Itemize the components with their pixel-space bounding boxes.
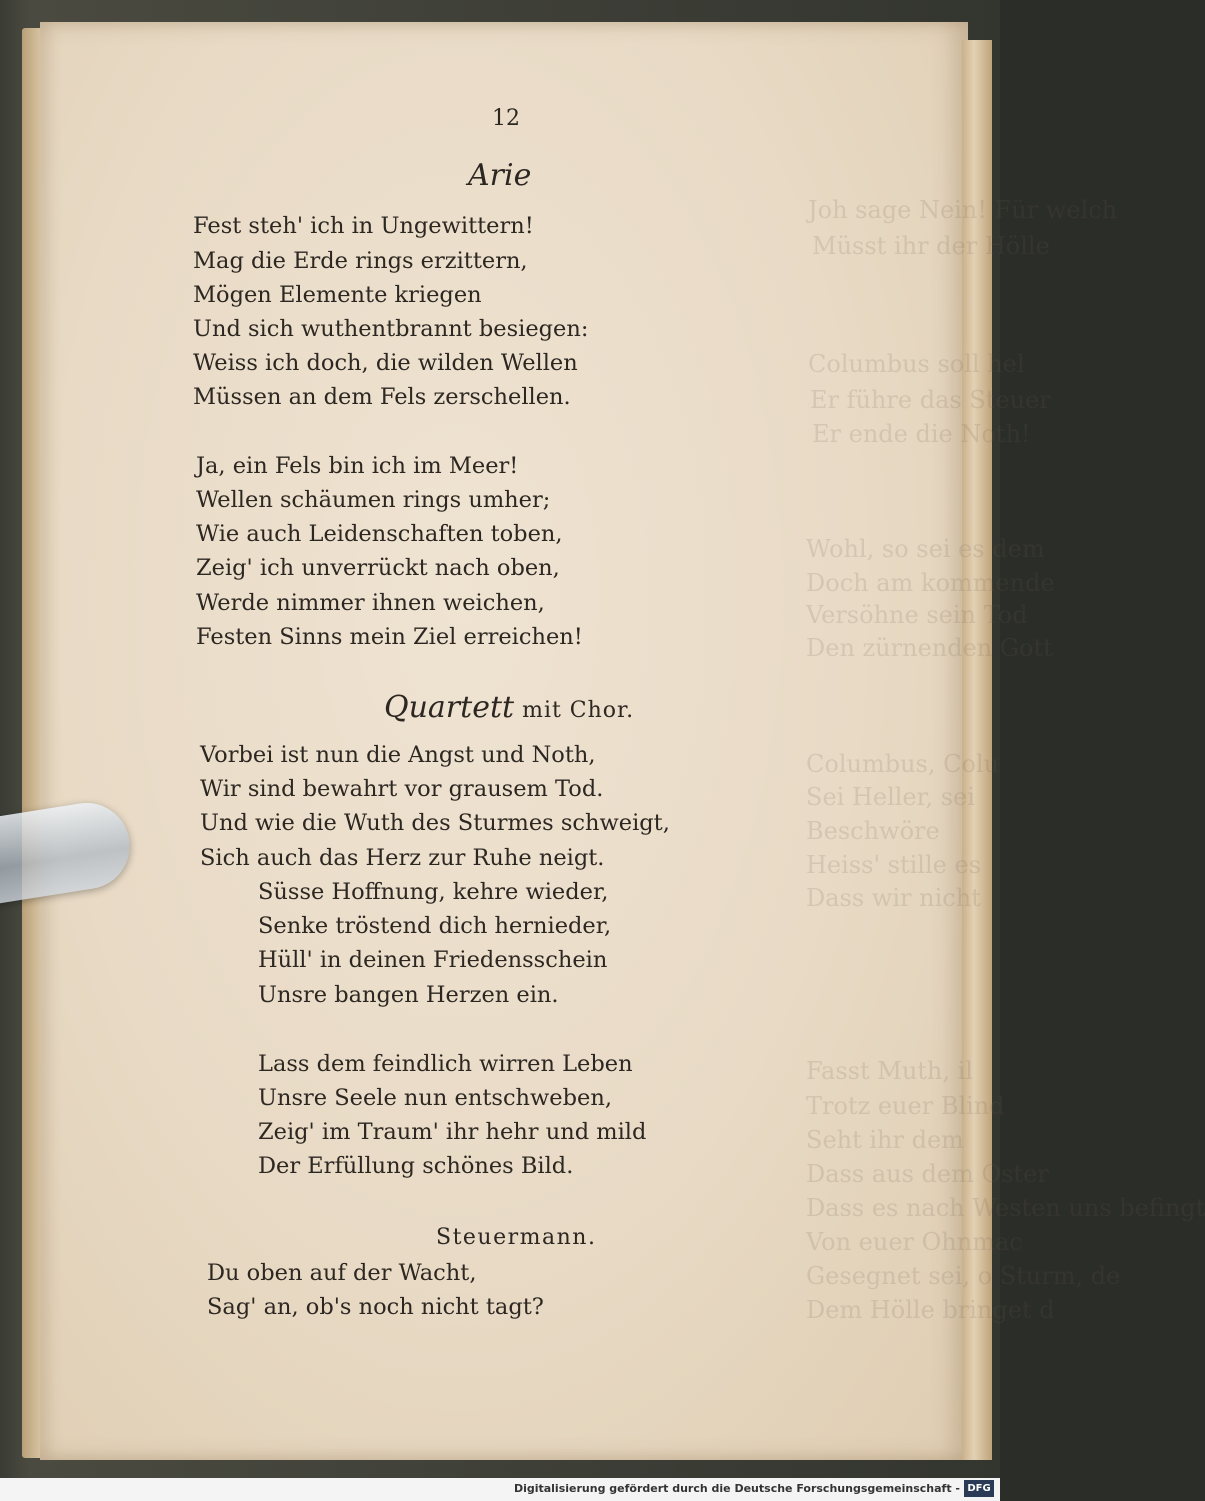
bleed-line: Er führe das Steuer (810, 386, 1051, 414)
bleed-line: Joh sage Nein! Für welch (808, 196, 1118, 224)
bleed-line: Trotz euer Blind (806, 1092, 1005, 1120)
verse-line: Und wie die Wuth des Sturmes schweigt, (200, 810, 670, 836)
bleed-line: Heiss' stille es (806, 851, 982, 879)
verse-line: Sag' an, ob's noch nicht tagt? (207, 1294, 544, 1320)
bleed-line: Dass es nach Westen uns befingt (806, 1194, 1205, 1222)
footer-credit: Digitalisierung gefördert durch die Deutsche Forschungsgemeinschaft - (513, 1482, 960, 1495)
bleed-line: Dass wir nicht (806, 884, 981, 912)
verse-line: Du oben auf der Wacht, (207, 1260, 477, 1286)
heading-quartett-rest: mit Chor. (522, 698, 635, 723)
bleed-line: Columbus soll hel (808, 350, 1025, 378)
verse-line: Hüll' in deinen Friedensschein (258, 947, 608, 973)
verse-line: Festen Sinns mein Ziel erreichen! (196, 624, 583, 650)
verse-line: Müssen an dem Fels zerschellen. (193, 384, 571, 410)
verse-line: Werde nimmer ihnen weichen, (196, 590, 545, 616)
verse-line: Wie auch Leidenschaften toben, (196, 521, 563, 547)
bleed-line: Wohl, so sei es dem (806, 535, 1045, 563)
bleed-line: Dass aus dem Oster (806, 1160, 1049, 1188)
bleed-line: Fasst Muth, il (806, 1057, 973, 1085)
section-heading-arie: Arie (468, 158, 532, 193)
verse-line: Senke tröstend dich hernieder, (258, 913, 612, 939)
verse-line: Wir sind bewahrt vor grausem Tod. (200, 776, 604, 802)
verse-line: Zeig' ich unverrückt nach oben, (196, 555, 560, 581)
verse-line: Vorbei ist nun die Angst und Noth, (200, 742, 596, 768)
verse-line: Fest steh' ich in Ungewittern! (193, 213, 534, 239)
bleed-line: Müsst ihr der Hölle (812, 232, 1050, 260)
verse-line: Weiss ich doch, die wilden Wellen (193, 350, 578, 376)
bleed-line: Sei Heller, sei (806, 783, 975, 811)
bleed-line: Dem Hölle bringet d (806, 1296, 1055, 1324)
verse-line: Zeig' im Traum' ihr hehr und mild (258, 1119, 647, 1145)
verse-line: Der Erfüllung schönes Bild. (258, 1153, 574, 1179)
verse-line: Mag die Erde rings erzittern, (193, 248, 528, 274)
bleed-line: Gesegnet sei, o Sturm, de (806, 1262, 1121, 1290)
page-number: 12 (492, 106, 520, 131)
section-heading-quartett (384, 690, 634, 725)
verse-line: Sich auch das Herz zur Ruhe neigt. (200, 845, 605, 871)
bleed-line: Er ende die Noth! (812, 420, 1031, 448)
bleed-line: Versöhne sein Tod (806, 601, 1028, 629)
verse-line: Mögen Elemente kriegen (193, 282, 482, 308)
verse-line: Und sich wuthentbrannt besiegen: (193, 316, 589, 342)
verse-line: Süsse Hoffnung, kehre wieder, (258, 879, 609, 905)
bleed-line: Columbus, Colu (806, 750, 1000, 778)
verse-line: Unsre bangen Herzen ein. (258, 982, 559, 1008)
bleed-line: Von euer Ohnmac (806, 1228, 1023, 1256)
heading-quartett-italic: Quartett (384, 690, 515, 725)
dfg-logo: DFG (964, 1480, 994, 1497)
section-heading-steuermann: Steuermann. (436, 1225, 597, 1250)
bleed-line: Beschwöre (806, 817, 940, 845)
verse-line: Unsre Seele nun entschweben, (258, 1085, 612, 1111)
bleed-line: Seht ihr dem (806, 1126, 964, 1154)
verse-line: Lass dem feindlich wirren Leben (258, 1051, 633, 1077)
bleed-line: Doch am kommende (806, 569, 1055, 597)
verse-line: Ja, ein Fels bin ich im Meer! (196, 453, 519, 479)
verse-line: Wellen schäumen rings umher; (196, 487, 551, 513)
bleed-line: Den zürnenden Gott (806, 634, 1053, 662)
